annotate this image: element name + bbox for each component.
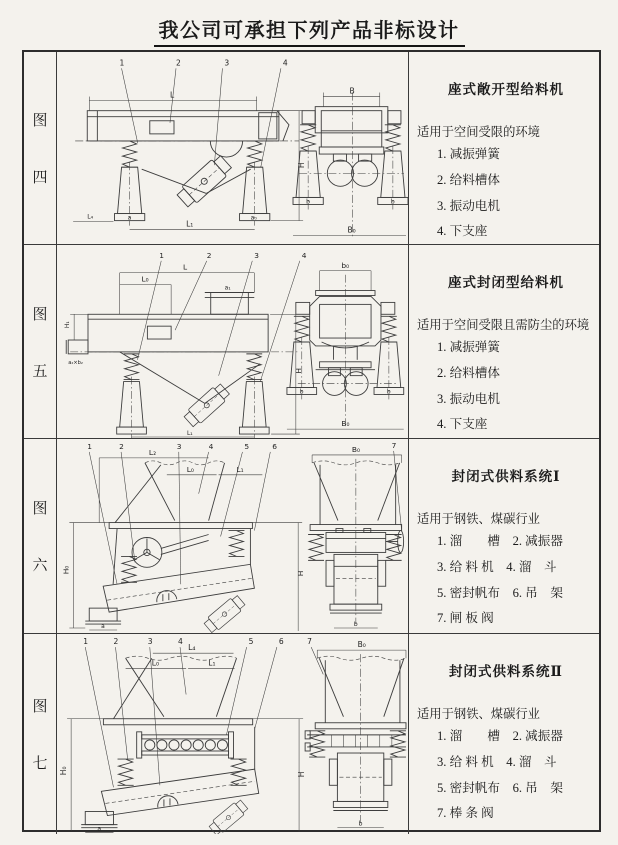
fig6-drawing-cell	[57, 439, 409, 634]
fig7-drawing-cell	[57, 634, 409, 834]
damper-spring	[308, 535, 324, 561]
dim-B0: B₀	[357, 640, 366, 650]
callout-3: 3	[224, 58, 230, 68]
callout-1: 1	[119, 58, 125, 68]
support-plate	[103, 719, 252, 725]
damper-spring	[118, 759, 134, 785]
dim-a: a	[101, 623, 105, 631]
outlet-chute	[85, 812, 113, 825]
dim-B0: B₀	[347, 225, 356, 235]
callout-2: 2	[176, 58, 181, 68]
callout-1: 1	[87, 441, 92, 451]
fig-label-char: 图	[32, 501, 48, 517]
fig-label-char: 五	[32, 363, 48, 380]
side-view	[64, 251, 307, 438]
part-item: 5. 密封帆布 6. 吊 架	[437, 780, 563, 795]
part-list	[417, 140, 595, 245]
dim-b: b	[386, 388, 391, 396]
part-item: 4. 下支座	[437, 224, 488, 239]
callout-6: 6	[278, 637, 284, 647]
fig7-text-cell	[409, 634, 599, 834]
part-item: 3. 给 料 机 4. 溜 斗	[437, 559, 557, 574]
part-item: 7. 棒 条 阀	[437, 806, 494, 821]
dim-H: H	[293, 368, 303, 374]
fig-label-char: 七	[32, 755, 48, 772]
part-list	[417, 722, 595, 827]
dim-a: a	[127, 214, 132, 222]
dim-L0: L₀	[186, 464, 194, 474]
page-title-text: 我公司可承担下列产品非标设计	[154, 14, 465, 47]
damper-spring	[124, 354, 140, 380]
fig-label-char: 图	[32, 698, 48, 715]
dim-b: b	[299, 388, 304, 396]
product-name: 封闭式供料系统Ⅰ	[451, 469, 561, 484]
callout-2: 2	[113, 637, 119, 647]
damper-spring	[386, 535, 402, 561]
callout-2: 2	[119, 441, 124, 451]
dim-L2: L₂	[148, 447, 157, 457]
figure-5-drawing	[57, 245, 408, 438]
fig-label-char: 图	[32, 306, 48, 323]
part-item: 7. 闸 板 阀	[437, 611, 494, 626]
fig6-text-cell	[409, 439, 599, 634]
product-usage: 适用于空间受限的环境	[417, 125, 540, 139]
fig-label-char: 六	[32, 558, 48, 574]
vibration-motor	[203, 594, 247, 633]
figure-7-drawing	[57, 634, 408, 834]
part-item: 1. 溜 槽 2. 减振器	[437, 729, 563, 743]
outlet-chute	[89, 608, 117, 621]
dim-b0: b₀	[341, 260, 350, 270]
part-item: 3. 给 料 机 4. 溜 斗	[437, 754, 557, 769]
dim-B: B	[349, 86, 355, 96]
dim-L1: L₁	[236, 464, 244, 474]
part-list	[417, 527, 595, 632]
product-name: 座式封闭型给料机	[448, 275, 564, 290]
dim-L4: L₄	[87, 213, 94, 221]
product-name: 座式敞开型给料机	[448, 82, 564, 97]
part-item: 1. 减振弹簧	[437, 340, 500, 354]
part-item: 5. 密封帆布 6. 吊 架	[437, 585, 563, 600]
dim-L0: L₀	[151, 658, 160, 668]
fig4-text-cell	[409, 52, 599, 245]
callout-4: 4	[208, 441, 214, 451]
dim-H1: H₁	[64, 321, 72, 329]
product-usage: 适用于钢铁、煤碳行业	[417, 512, 540, 526]
fig5-drawing-cell	[57, 245, 409, 439]
fig-label-char: 图	[32, 113, 48, 129]
dim-a2b2: a₂×b₂	[68, 359, 84, 366]
dim-a1: a₁	[224, 284, 231, 292]
support-leg	[117, 377, 147, 438]
feeder-trough	[87, 111, 279, 141]
hopper-break-line	[317, 656, 406, 660]
fig4-drawing-cell	[57, 52, 409, 245]
dim-H0: H₀	[59, 766, 69, 776]
figure-6-drawing	[57, 439, 408, 633]
fig5-text-cell	[409, 245, 599, 439]
dim-B0: B₀	[351, 444, 360, 454]
callout-4: 4	[301, 250, 307, 260]
vibration-motor	[208, 798, 249, 833]
callout-5: 5	[248, 637, 254, 647]
dim-a: a	[97, 825, 102, 833]
dim-H: H	[297, 771, 307, 778]
handwheel	[132, 537, 162, 567]
side-view	[59, 637, 306, 834]
part-item: 3. 振动电机	[437, 391, 500, 406]
dim-L: L	[169, 90, 175, 100]
bar-valve-frame	[142, 735, 229, 739]
dim-b: b	[306, 198, 310, 206]
dim-b: b	[358, 820, 363, 828]
side-view	[61, 442, 305, 633]
callout-5: 5	[244, 441, 250, 451]
callout-2: 2	[206, 250, 212, 260]
callout-3: 3	[176, 441, 182, 451]
dim-L: L	[183, 262, 188, 272]
dim-L0: L₀	[141, 274, 149, 284]
front-view	[293, 87, 408, 238]
support-leg	[239, 377, 269, 438]
product-table	[22, 50, 601, 832]
part-item: 3. 振动电机	[437, 198, 500, 213]
dim-H: H	[296, 570, 306, 577]
vibration-motor	[182, 382, 231, 428]
callout-7: 7	[391, 440, 397, 450]
fig5-label-cell	[24, 245, 57, 439]
part-item: 2. 给料槽体	[437, 365, 500, 380]
hopper-break-line	[145, 461, 225, 465]
part-item: 2. 给料槽体	[437, 172, 500, 187]
callout-3: 3	[254, 250, 259, 260]
front-view	[305, 637, 406, 828]
front-view	[287, 261, 404, 429]
front-view	[308, 441, 404, 628]
dim-L4: L₄	[188, 643, 196, 653]
handwheel-edge	[398, 531, 404, 553]
valve-bar	[145, 740, 155, 750]
part-list	[417, 333, 595, 438]
part-item: 4. 下支座	[437, 417, 488, 432]
fig4-label-cell	[24, 52, 57, 245]
dim-L1: L₁	[208, 658, 216, 668]
dim-L1: L₁	[186, 219, 194, 229]
fig6-label-cell	[24, 439, 57, 634]
product-name: 封闭式供料系统Ⅱ	[449, 664, 563, 679]
inclined-trough	[103, 564, 254, 612]
dim-a0: a₀	[250, 214, 257, 222]
enclosed-trough	[88, 314, 268, 352]
trough-window	[150, 121, 174, 134]
callout-1: 1	[83, 637, 89, 647]
damper-spring	[229, 531, 245, 557]
fig-label-char: 四	[32, 170, 48, 186]
product-usage: 适用于钢铁、煤碳行业	[417, 707, 540, 721]
dim-H0: H₀	[61, 565, 71, 575]
trough-window	[147, 326, 171, 339]
dim-B0: B₀	[341, 419, 350, 429]
callout-7: 7	[307, 637, 312, 647]
dim-b: b	[390, 198, 395, 206]
figure-4-drawing	[57, 52, 408, 244]
side-view	[73, 58, 306, 229]
page-title	[0, 14, 618, 47]
damper-spring	[246, 354, 262, 380]
fig7-label-cell	[24, 634, 57, 834]
callout-3: 3	[147, 637, 153, 647]
vibration-motor	[175, 153, 233, 209]
callout-4: 4	[282, 58, 288, 68]
dim-H: H	[297, 162, 307, 169]
inlet-stub	[211, 293, 249, 315]
callout-6: 6	[272, 441, 278, 451]
dim-L1: L₁	[186, 430, 193, 438]
part-item: 1. 减振弹簧	[437, 147, 500, 161]
product-usage: 适用于空间受限且需防尘的环境	[417, 318, 590, 332]
callout-4: 4	[178, 637, 183, 647]
part-item: 1. 溜 槽 2. 减振器	[437, 534, 563, 548]
dim-b: b	[353, 621, 358, 629]
callout-1: 1	[159, 250, 164, 260]
